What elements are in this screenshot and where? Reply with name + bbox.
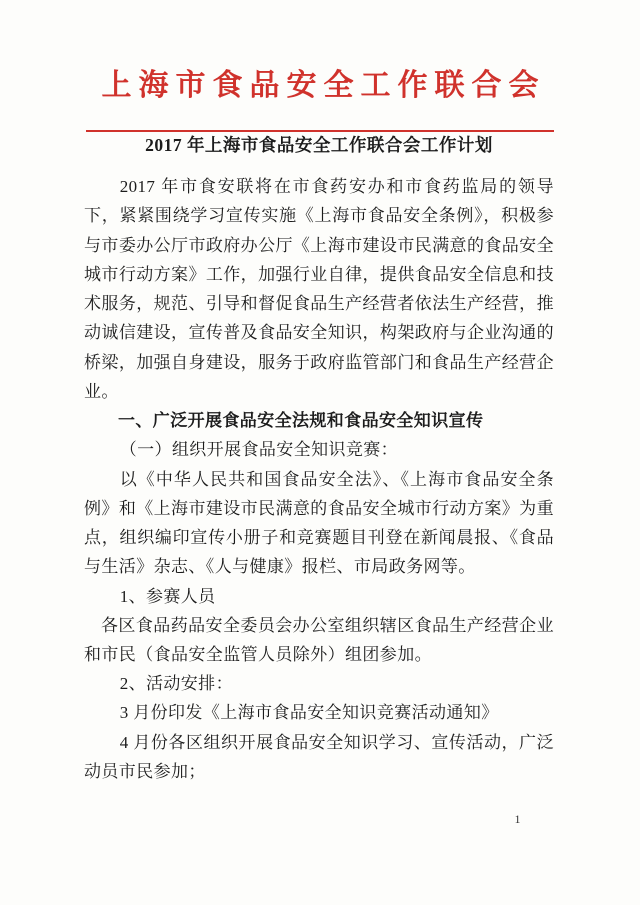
page-title: 2017 年上海市食品安全工作联合会工作计划 [145, 135, 493, 155]
page-number: 1 [514, 812, 521, 826]
section-heading-one: 一、广泛开展食品安全法规和食品安全知识宣传 [118, 411, 484, 431]
paragraph-contest-scope: 以《中华人民共和国食品安全法》、《上海市食品安全条例》和《上海市建设市民满意的食品安全城市行动方案》为重点，组织编印宣传小册子和竞赛题目刊登在新闻晨报、《食品与生活》杂志、《人与健康》报栏、市局政务网等。 [84, 469, 554, 577]
masthead-organization-title: 上海市食品安全工作联合会 [101, 68, 546, 103]
paragraph-participants-detail: 各区食品药品安全委员会办公室组织辖区食品生产经营企业和市民（食品安全监管人员除外）组团参加。 [84, 615, 554, 664]
subsection-heading-one: （一）组织开展食品安全知识竞赛： [119, 440, 399, 460]
paragraph-intro: 2017 年市食安联将在市食药安办和市食药监局的领导下，紧紧围绕学习宣传实施《上海市食品安全条例》，积极参与市委办公厅市政府办公厅《上海市建设市民满意的食品安全城市行动方案》工作，加强行业自律，提供食品安全信息和技术服务，规范、引导和督促食品生产经营者依法生产经营，推动诚信建设，宣传普及食品安全知识，构架政府与企业沟通的桥梁，加强自身建设，服务于政府监管部门和食品生产经营企业。 [84, 177, 554, 401]
masthead [0, 60, 640, 132]
item-schedule-heading: 2、活动安排： [119, 674, 233, 694]
paragraph-schedule-april: 4 月份各区组织开展食品安全知识学习、宣传活动，广泛动员市民参加； [84, 732, 554, 781]
item-participants-heading: 1、参赛人员 [119, 586, 216, 606]
paragraph-schedule-march: 3 月份印发《上海市食品安全知识竞赛活动通知》 [119, 703, 499, 723]
document-body [84, 132, 554, 786]
